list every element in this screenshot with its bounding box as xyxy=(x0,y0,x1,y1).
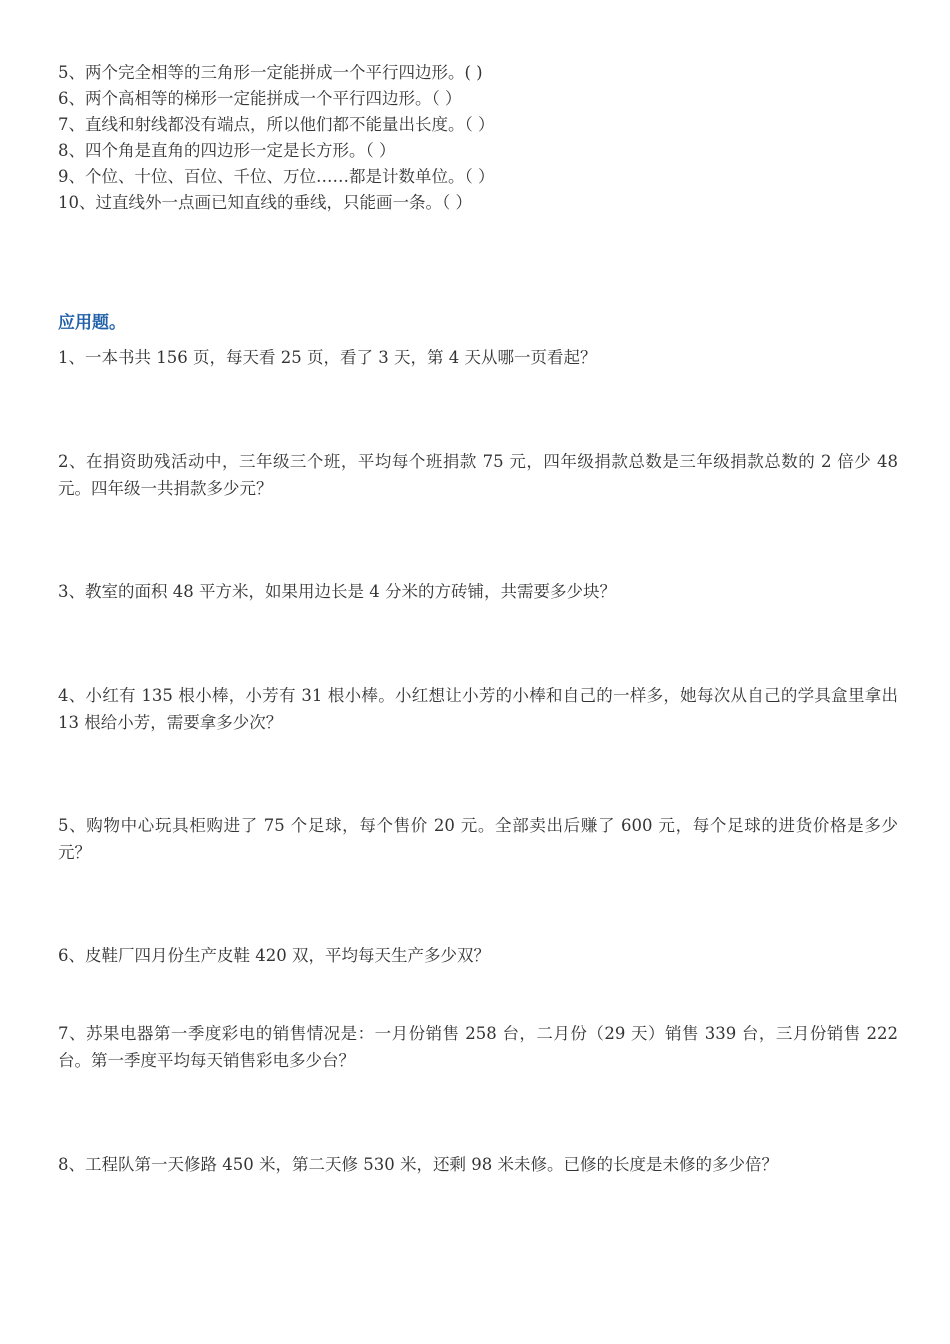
judgement-item-9: 9、个位、十位、百位、千位、万位……都是计数单位。（ ） xyxy=(58,167,495,186)
section-heading: 应用题。 xyxy=(58,313,126,333)
judgement-item-6: 6、两个高相等的梯形一定能拼成一个平行四边形。（ ） xyxy=(58,89,462,108)
application-question-6: 6、皮鞋厂四月份生产皮鞋 420 双，平均每天生产多少双？ xyxy=(58,946,490,965)
application-question-5: 5、购物中心玩具柜购进了 75 个足球，每个售价 20 元。全部卖出后赚了 600 元，每个足球的进货价格是多少元？ xyxy=(58,816,898,862)
application-question-2: 2、在捐资助残活动中，三年级三个班，平均每个班捐款 75 元，四年级捐款总数是三年级捐款总数的 2 倍少 48 元。四年级一共捐款多少元？ xyxy=(58,452,898,498)
application-question-8: 8、工程队第一天修路 450 米，第二天修 530 米，还剩 98 米未修。已修的长度是未修的多少倍？ xyxy=(58,1155,778,1174)
application-question-1: 1、一本书共 156 页，每天看 25 页，看了 3 天，第 4 天从哪一页看起？ xyxy=(58,348,597,367)
judgement-item-7: 7、直线和射线都没有端点，所以他们都不能量出长度。（ ） xyxy=(58,115,495,134)
judgement-item-10: 10、过直线外一点画已知直线的垂线，只能画一条。（ ） xyxy=(58,193,472,212)
application-question-4: 4、小红有 135 根小棒，小芳有 31 根小棒。小红想让小芳的小棒和自己的一样多，她每次从自己的学具盒里拿出 13 根给小芳，需要拿多少次？ xyxy=(58,686,898,732)
judgement-questions xyxy=(58,60,495,216)
judgement-item-8: 8、四个角是直角的四边形一定是长方形。（ ） xyxy=(58,141,396,160)
application-question-7: 7、苏果电器第一季度彩电的销售情况是：一月份销售 258 台，二月份（29 天）销售 339 台，三月份销售 222 台。第一季度平均每天销售彩电多少台？ xyxy=(58,1024,898,1070)
application-question-3: 3、教室的面积 48 平方米，如果用边长是 4 分米的方砖铺，共需要多少块？ xyxy=(58,582,616,601)
judgement-item-5: 5、两个完全相等的三角形一定能拼成一个平行四边形。( ) xyxy=(58,63,483,82)
